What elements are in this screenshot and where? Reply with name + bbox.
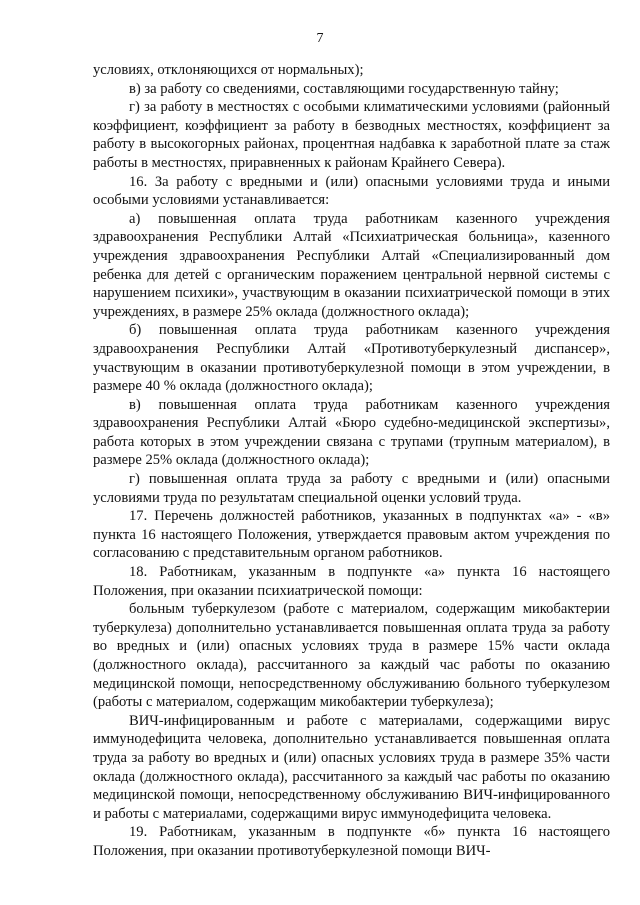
document-body <box>93 61 610 861</box>
paragraph: 16. За работу с вредными и (или) опасными условиями труда и иными особыми условиями устанавливается: <box>93 173 610 209</box>
paragraph: 17. Перечень должностей работников, указанных в подпунктах «а» - «в» пункта 16 настоящего Положения, утверждается правовым актом учреждения по согласованию с представительным органом работников. <box>93 508 610 562</box>
paragraph: а) повышенная оплата труда работникам казенного учреждения здравоохранения Республики Алтай «Психиатрическая больница», казенного учреждения здравоохранения Республики Алтай «Специализированный дом ребенка для детей с органическим поражением центральной нервной системы с нарушением психики», участвующим в оказании психиатрической помощи в этих учреждениях, в размере 25% оклада (должностного оклада); <box>93 210 610 320</box>
paragraph: 19. Работникам, указанным в подпункте «б» пункта 16 настоящего Положения, при оказании противотуберкулезной помощи ВИЧ- <box>93 824 610 859</box>
paragraph: больным туберкулезом (работе с материалом, содержащим микобактерии туберкулеза) дополнительно устанавливается повышенная оплата труда за работу во вредных и (или) опасных условиях труда в размере 15% части оклада (должностного оклада), рассчитанного за каждый час работы по оказанию медицинской помощи, непосредственному обслуживанию больного туберкулезом (работы с материалом, содержащим микобактерии туберкулеза); <box>93 601 610 711</box>
paragraph: в) повышенная оплата труда работникам казенного учреждения здравоохранения Республики Алтай «Бюро судебно-медицинской экспертизы», работа которых в этом учреждении связана с трупами (трупным материалом), в размере 25% оклада (должностного оклада); <box>93 396 610 469</box>
paragraph: г) за работу в местностях с особыми климатическими условиями (районный коэффициент, коэффициент за работу в безводных местностях, коэффициент за работу в высокогорных районах, процентная надбавка к заработной плате за стаж работы в местностях, приравненных к районам Крайнего Севера). <box>93 99 610 171</box>
paragraph: б) повышенная оплата труда работникам казенного учреждения здравоохранения Республики Алтай «Противотуберкулезный диспансер», участвующим в оказании противотуберкулезной помощи в этом учреждении, в размере 40 % оклада (должностного оклада); <box>93 322 610 395</box>
paragraph: г) повышенная оплата труда за работу с вредными и (или) опасными условиями труда по результатам специальной оценки условий труда. <box>93 471 610 506</box>
paragraph: условиях, отклоняющихся от нормальных); <box>93 62 364 78</box>
page-number: 7 <box>316 31 324 46</box>
paragraph: в) за работу со сведениями, составляющими государственную тайну; <box>129 80 559 97</box>
paragraph: ВИЧ-инфицированным и работе с материалами, содержащими вирус иммунодефицита человека, дополнительно устанавливается повышенная оплата труда за работу во вредных и (или) опасных условиях труда в размере 35% части оклада (должностного оклада), рассчитанного за каждый час работы по оказанию медицинской помощи, непосредственному обслуживанию ВИЧ-инфицированного и работы с материалами, содержащими вирус иммунодефицита человека. <box>93 712 610 822</box>
paragraph: 18. Работникам, указанным в подпункте «а» пункта 16 настоящего Положения, при оказании психиатрической помощи: <box>93 564 610 599</box>
